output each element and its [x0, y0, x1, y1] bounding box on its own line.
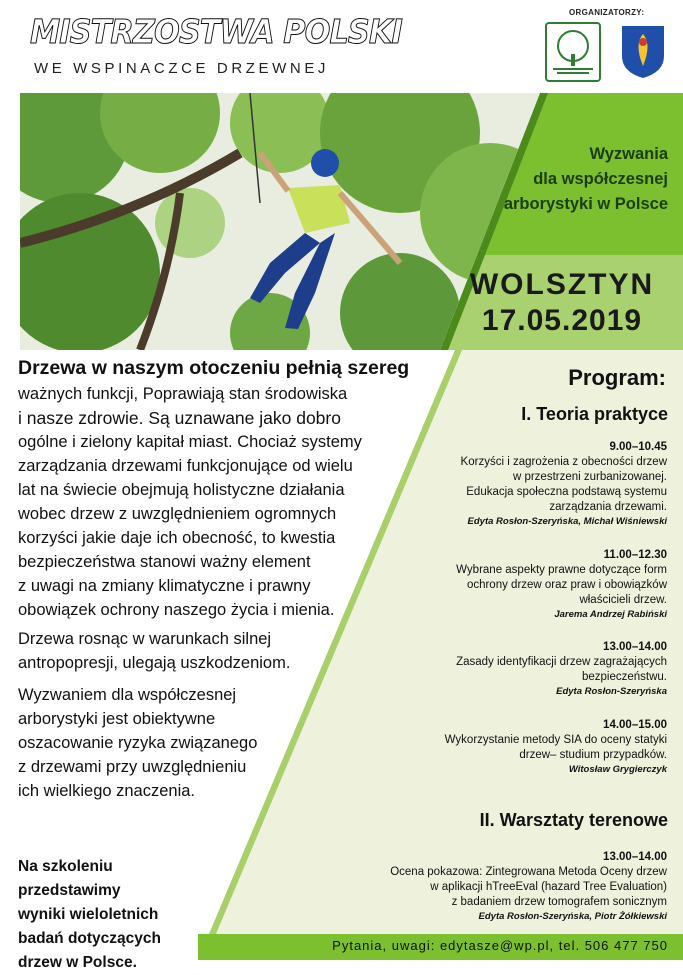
intro-line: z drzewami przy uwzględnieniu: [18, 758, 247, 776]
training-line: Na szkoleniu przedstawimy: [18, 858, 121, 899]
session-speaker: Edyta Rosłon-Szeryńska, Michał Wiśniewski: [467, 516, 667, 527]
session-description: bezpieczeństwu.: [581, 671, 667, 683]
session-description: w przestrzeni zurbanizowanej.: [512, 471, 667, 483]
intro-line: antropopresji, ulegają uszkodzeniom.: [18, 654, 291, 672]
intro-line: Drzewa rosnąc w warunkach silnej: [18, 630, 272, 648]
session-description: zarządzania drzewami.: [549, 501, 667, 513]
session-time: 11.00–12.30: [603, 549, 667, 561]
training-line: drzew w Polsce.: [18, 954, 137, 971]
program-session: [461, 440, 667, 529]
challenge-heading: [468, 142, 668, 217]
session-time: 9.00–10.45: [609, 441, 667, 453]
event-subtitle: WE WSPINACZCE DRZEWNEJ: [34, 60, 330, 77]
contact-info: Pytania, uwagi: edytasze@wp.pl, tel. 506 477 750: [332, 938, 668, 953]
session-description: z badaniem drzew tomografem sonicznym: [451, 896, 667, 908]
intro-line: ważnych funkcji, Poprawiają stan środowiska: [18, 385, 348, 403]
challenge-line: Wyzwania: [589, 145, 668, 163]
program-heading: Program:: [568, 365, 666, 390]
town-crest: [618, 22, 668, 80]
session-speaker: Jarema Andrzej Rabiński: [554, 609, 667, 620]
training-note: [18, 855, 198, 975]
organizers-label: ORGANIZATORZY:: [569, 8, 645, 17]
session-description: Wykorzystanie metody SIA do oceny statyki: [444, 734, 667, 746]
session-description: drzew– studium przypadków.: [519, 749, 667, 761]
event-date: 17.05.2019: [481, 304, 643, 337]
intro-line: z uwagi na zmiany klimatyczne i prawny: [18, 577, 311, 595]
section-workshop-heading: II. Warsztaty terenowe: [479, 810, 668, 830]
program-session: [445, 718, 667, 777]
intro-line: wobec drzew z uwzględnieniem ogromnych: [18, 505, 337, 523]
intro-line: arborystyki jest obiektywne: [18, 710, 216, 728]
intro-line: Wyzwaniem dla współczesnej: [18, 686, 237, 704]
event-city: WOLSZTYN: [469, 268, 655, 301]
crest-icon: [618, 22, 668, 80]
section-theory-heading: I. Teoria praktyce: [521, 404, 668, 424]
session-description: Korzyści i zagrożenia z obecności drzew: [460, 456, 667, 468]
tree-logo-icon: [547, 24, 599, 80]
program-session: [456, 548, 667, 622]
training-line: wyniki wieloletnich: [18, 906, 159, 923]
intro-line: oszacowanie ryzyka związanego: [18, 734, 258, 752]
session-description: właścicieli drzew.: [579, 594, 667, 606]
session-speaker: Edyta Rosłon-Szeryńska, Piotr Żółkiewski: [478, 911, 667, 922]
challenge-line: dla współczesnej: [533, 170, 668, 188]
intro-line: ich wielkiego znaczenia.: [18, 782, 196, 800]
program-session: [456, 640, 667, 699]
intro-line: bezpieczeństwa stanowi ważny element: [18, 553, 311, 571]
event-title: MISTRZOSTWA POLSKI: [30, 12, 402, 51]
session-description: Ocena pokazowa: Zintegrowana Metoda Oceny drzew: [390, 866, 667, 878]
session-description: Zasady identyfikacji drzew zagrażających: [456, 656, 667, 668]
session-time: 13.00–14.00: [603, 851, 667, 863]
federation-logo: [545, 22, 601, 82]
intro-line: ogólne i zielony kapitał miast. Chociaż systemy: [18, 433, 362, 451]
intro-line: korzyści jakie daje ich obecność, to kwestia: [18, 529, 336, 547]
session-time: 13.00–14.00: [603, 641, 667, 653]
intro-line: zarządzania drzewami funkcjonujące od wielu: [18, 457, 353, 475]
session-time: 14.00–15.00: [603, 719, 667, 731]
challenge-line: arborystyki w Polsce: [503, 195, 668, 213]
intro-line: i nasze zdrowie. Są uznawane jako dobro: [18, 408, 341, 428]
session-description: w aplikacji hTreeEval (hazard Tree Evaluation): [430, 881, 667, 893]
intro-line: obowiązek ochrony naszego życia i mienia.: [18, 601, 335, 619]
session-description: ochrony drzew oraz praw i obowiązków: [466, 579, 667, 591]
session-speaker: Edyta Rosłon-Szeryńska: [556, 686, 667, 697]
session-description: Edukacja społeczna podstawą systemu: [466, 486, 667, 498]
intro-line: lat na świecie obejmują holistyczne działania: [18, 481, 345, 499]
intro-heading: Drzewa w naszym otoczeniu pełnią szereg: [18, 357, 410, 379]
session-speaker: Witosław Grygierczyk: [568, 764, 667, 775]
workshop-block: [390, 850, 667, 924]
session-description: Wybrane aspekty prawne dotyczące form: [456, 564, 667, 576]
training-line: badań dotyczących: [18, 930, 161, 947]
